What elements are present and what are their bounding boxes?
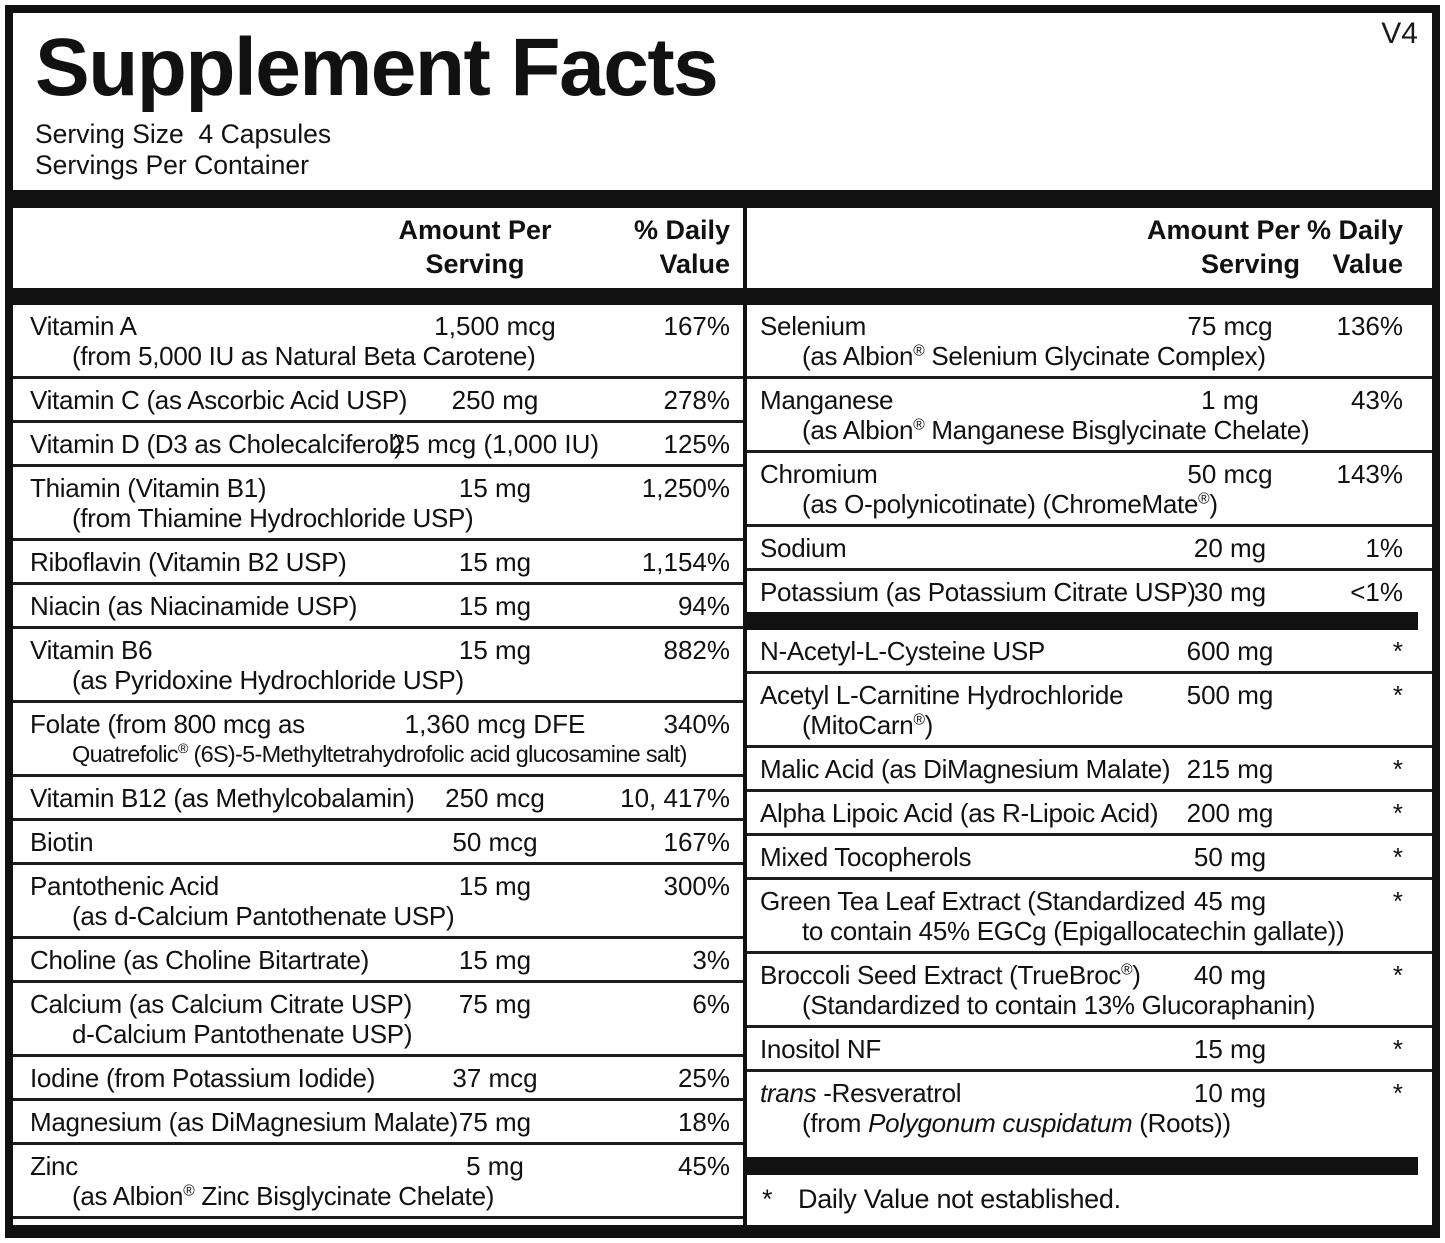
ingredient-amount: 15 mg (458, 871, 532, 901)
ingredient-name: Zinc (30, 1151, 78, 1181)
ingredient-name: Magnesium (as DiMagnesium Malate) (30, 1107, 458, 1137)
ingredient-name: Selenium (760, 311, 866, 341)
table-row (747, 789, 1432, 833)
ingredient-name: Chromium (760, 459, 878, 489)
table-row (13, 1142, 747, 1216)
facts-table (13, 208, 1432, 1225)
table-row (13, 626, 747, 700)
ingredient-amount: 37 mcg (452, 1063, 538, 1093)
daily-value-header (530, 213, 730, 281)
ingredient-daily-value: * (1392, 680, 1403, 710)
ingredient-daily-value: * (1392, 960, 1403, 990)
ingredient-amount: 10 mg (1193, 1078, 1267, 1108)
ingredient-name: Niacin (as Niacinamide USP) (30, 591, 358, 621)
ingredient-daily-value: 45% (677, 1151, 730, 1181)
ingredient-detail: (as O-polynicotinate) (ChromeMate®) (802, 489, 1218, 519)
ingredient-daily-value: 125% (663, 429, 730, 459)
ingredient-daily-value: 136% (1336, 311, 1403, 341)
ingredient-daily-value: 1,250% (641, 473, 730, 503)
ingredient-amount: 1,500 mcg (434, 311, 556, 341)
ingredient-amount: 50 mcg (1187, 459, 1273, 489)
ingredient-amount: 75 mg (458, 989, 532, 1019)
amount-header-line1: Amount Per (398, 215, 552, 245)
table-row (747, 745, 1432, 789)
ingredient-detail: (from 5,000 IU as Natural Beta Carotene) (72, 341, 536, 371)
ingredient-daily-value: 143% (1336, 459, 1403, 489)
ingredient-name: Green Tea Leaf Extract (Standardized (760, 886, 1186, 916)
ingredient-detail: to contain 45% EGCg (Epigallocatechin gallate)) (802, 916, 1345, 946)
ingredient-amount: 15 mg (458, 547, 532, 577)
serving-size: Serving Size 4 Capsules (35, 119, 332, 149)
ingredient-name: Acetyl L-Carnitine Hydrochloride (760, 680, 1124, 710)
ingredient-amount: 15 mg (458, 591, 532, 621)
ingredient-name: Riboflavin (Vitamin B2 USP) (30, 547, 347, 577)
ingredient-amount: 500 mg (1186, 680, 1274, 710)
footnote (747, 1175, 1432, 1215)
left-rows (13, 305, 747, 1216)
table-row (747, 450, 1432, 524)
ingredient-detail: Quatrefolic® (6S)-5-Methyltetrahydrofolic acid glucosamine salt) (72, 740, 687, 767)
ingredient-amount: 30 mg (1193, 577, 1267, 607)
ingredient-amount: 25 mcg (1,000 IU) (390, 429, 600, 459)
ingredient-daily-value: * (1392, 886, 1403, 916)
left-column (13, 208, 747, 1225)
ingredient-daily-value: * (1392, 636, 1403, 666)
footnote-section (747, 1157, 1432, 1215)
left-column-header (13, 208, 747, 288)
header-divider-bar (747, 288, 1432, 305)
right-column (747, 208, 1432, 1225)
ingredient-daily-value: * (1392, 798, 1403, 828)
ingredient-detail: (as Pyridoxine Hydrochloride USP) (72, 665, 464, 695)
ingredient-name: Sodium (760, 533, 847, 563)
ingredient-daily-value: * (1392, 842, 1403, 872)
header-divider-bar (13, 288, 747, 305)
ingredient-amount: 15 mg (458, 473, 532, 503)
dv-header-line1: % Daily (633, 215, 730, 245)
ingredient-daily-value: 300% (663, 871, 730, 901)
ingredient-daily-value: * (1392, 1034, 1403, 1064)
ingredient-daily-value: 1% (1365, 533, 1403, 563)
ingredient-amount: 1,360 mcg DFE (404, 709, 586, 739)
section-divider-bar (747, 612, 1418, 630)
table-row (13, 582, 747, 626)
daily-value-header (1283, 213, 1403, 281)
ingredient-amount: 75 mg (458, 1107, 532, 1137)
ingredient-detail: (from Polygonum cuspidatum (Roots)) (802, 1108, 1231, 1138)
table-row (13, 774, 747, 818)
ingredient-detail: (Standardized to contain 13% Glucoraphanin) (802, 990, 1316, 1020)
ingredient-amount: 200 mg (1186, 798, 1274, 828)
amount-header-line1: Amount Per (1146, 215, 1300, 245)
dv-header-line2: Value (659, 249, 730, 279)
table-row (747, 630, 1432, 671)
ingredient-name: N-Acetyl-L-Cysteine USP (760, 636, 1045, 666)
version-label: V4 (1381, 17, 1418, 50)
amount-per-serving-header (1000, 213, 1300, 281)
ingredient-amount: 15 mg (1193, 1034, 1267, 1064)
page-title: Supplement Facts (35, 22, 718, 113)
ingredient-amount: 20 mg (1193, 533, 1267, 563)
ingredient-daily-value: 94% (677, 591, 730, 621)
ingredient-daily-value: 167% (663, 827, 730, 857)
ingredient-detail: (as Albion® Selenium Glycinate Complex) (802, 341, 1266, 371)
column-divider (743, 208, 747, 1225)
ingredient-name: Vitamin A (30, 311, 137, 341)
ingredient-daily-value: 43% (1350, 385, 1403, 415)
ingredient-name: Mixed Tocopherols (760, 842, 972, 872)
ingredient-amount: 15 mg (458, 635, 532, 665)
top-divider-bar (13, 190, 1432, 208)
table-row (747, 877, 1432, 951)
ingredient-name: Potassium (as Potassium Citrate USP) (760, 577, 1196, 607)
ingredient-detail: (from Thiamine Hydrochloride USP) (72, 503, 474, 533)
ingredient-name: Biotin (30, 827, 94, 857)
ingredient-daily-value: 882% (663, 635, 730, 665)
table-row (13, 376, 747, 420)
ingredient-name: Pantothenic Acid (30, 871, 219, 901)
table-row (13, 700, 747, 774)
ingredient-name: Vitamin B6 (30, 635, 153, 665)
ingredient-name: Vitamin C (as Ascorbic Acid USP) (30, 385, 408, 415)
table-row (747, 671, 1432, 745)
table-row (747, 305, 1432, 376)
ingredient-amount: 75 mcg (1187, 311, 1273, 341)
ingredient-name: Thiamin (Vitamin B1) (30, 473, 267, 503)
ingredient-daily-value: * (1392, 754, 1403, 784)
ingredient-daily-value: 1,154% (641, 547, 730, 577)
ingredient-name: Vitamin B12 (as Methylcobalamin) (30, 783, 415, 813)
ingredient-name: Inositol NF (760, 1034, 881, 1064)
ingredient-daily-value: 340% (663, 709, 730, 739)
table-row (747, 951, 1432, 1025)
ingredient-daily-value: 3% (692, 945, 730, 975)
ingredient-detail: (MitoCarn®) (802, 710, 933, 740)
ingredient-daily-value: 10, 417% (620, 783, 730, 813)
right-column-header (747, 208, 1432, 288)
table-row (747, 376, 1432, 450)
ingredient-daily-value: 167% (663, 311, 730, 341)
ingredient-daily-value: <1% (1350, 577, 1403, 607)
ingredient-amount: 215 mg (1186, 754, 1274, 784)
ingredient-name: Broccoli Seed Extract (TrueBroc®) (760, 960, 1141, 990)
table-row (747, 524, 1432, 568)
dv-header-line2: Value (1332, 249, 1403, 279)
footnote-divider-bar (747, 1157, 1418, 1175)
right-rows (747, 305, 1432, 1143)
ingredient-daily-value: 25% (677, 1063, 730, 1093)
footnote-marker: * (762, 1184, 773, 1214)
table-row (13, 305, 747, 376)
table-row (13, 862, 747, 936)
ingredient-daily-value: 6% (692, 989, 730, 1019)
ingredient-amount: 50 mg (1193, 842, 1267, 872)
table-row (747, 1069, 1432, 1143)
ingredient-name: Malic Acid (as DiMagnesium Malate) (760, 754, 1171, 784)
ingredient-name: Calcium (as Calcium Citrate USP) (30, 989, 412, 1019)
table-row (747, 833, 1432, 877)
table-row (747, 1025, 1432, 1069)
ingredient-detail: d-Calcium Pantothenate USP) (72, 1019, 413, 1049)
ingredient-name: Alpha Lipoic Acid (as R-Lipoic Acid) (760, 798, 1159, 828)
ingredient-name: Manganese (760, 385, 894, 415)
table-row (13, 818, 747, 862)
table-row (13, 980, 747, 1054)
ingredient-daily-value: 18% (677, 1107, 730, 1137)
left-column-end-line (13, 1216, 747, 1219)
ingredient-amount: 50 mcg (452, 827, 538, 857)
footnote-text: Daily Value not established. (798, 1184, 1121, 1214)
ingredient-amount: 5 mg (466, 1151, 524, 1181)
table-row (13, 1098, 747, 1142)
ingredient-amount: 15 mg (458, 945, 532, 975)
ingredient-amount: 600 mg (1186, 636, 1274, 666)
dv-header-line1: % Daily (1306, 215, 1403, 245)
table-row (747, 568, 1432, 612)
ingredient-detail: (as Albion® Manganese Bisglycinate Chelate) (802, 415, 1310, 445)
table-row (13, 464, 747, 538)
ingredient-amount: 250 mg (451, 385, 539, 415)
ingredient-name: Choline (as Choline Bitartrate) (30, 945, 369, 975)
table-row (13, 936, 747, 980)
servings-per-container: Servings Per Container (35, 150, 309, 180)
ingredient-name: Folate (from 800 mcg as (30, 709, 305, 739)
ingredient-amount: 45 mg (1193, 886, 1267, 916)
ingredient-amount: 1 mg (1201, 385, 1259, 415)
ingredient-name: Vitamin D (D3 as Cholecalciferol) (30, 429, 403, 459)
ingredient-name: trans -Resveratrol (760, 1078, 962, 1108)
panel-border (5, 5, 1440, 1238)
ingredient-daily-value: 278% (663, 385, 730, 415)
table-row (13, 1054, 747, 1098)
table-row (13, 538, 747, 582)
ingredient-amount: 250 mcg (445, 783, 545, 813)
ingredient-name: Iodine (from Potassium Iodide) (30, 1063, 376, 1093)
ingredient-amount: 40 mg (1193, 960, 1267, 990)
ingredient-detail: (as d-Calcium Pantothenate USP) (72, 901, 455, 931)
amount-header-line2: Serving (425, 249, 525, 279)
table-row (13, 420, 747, 464)
ingredient-daily-value: * (1392, 1078, 1403, 1108)
amount-header-line2: Serving (1200, 249, 1300, 279)
ingredient-detail: (as Albion® Zinc Bisglycinate Chelate) (72, 1181, 495, 1211)
